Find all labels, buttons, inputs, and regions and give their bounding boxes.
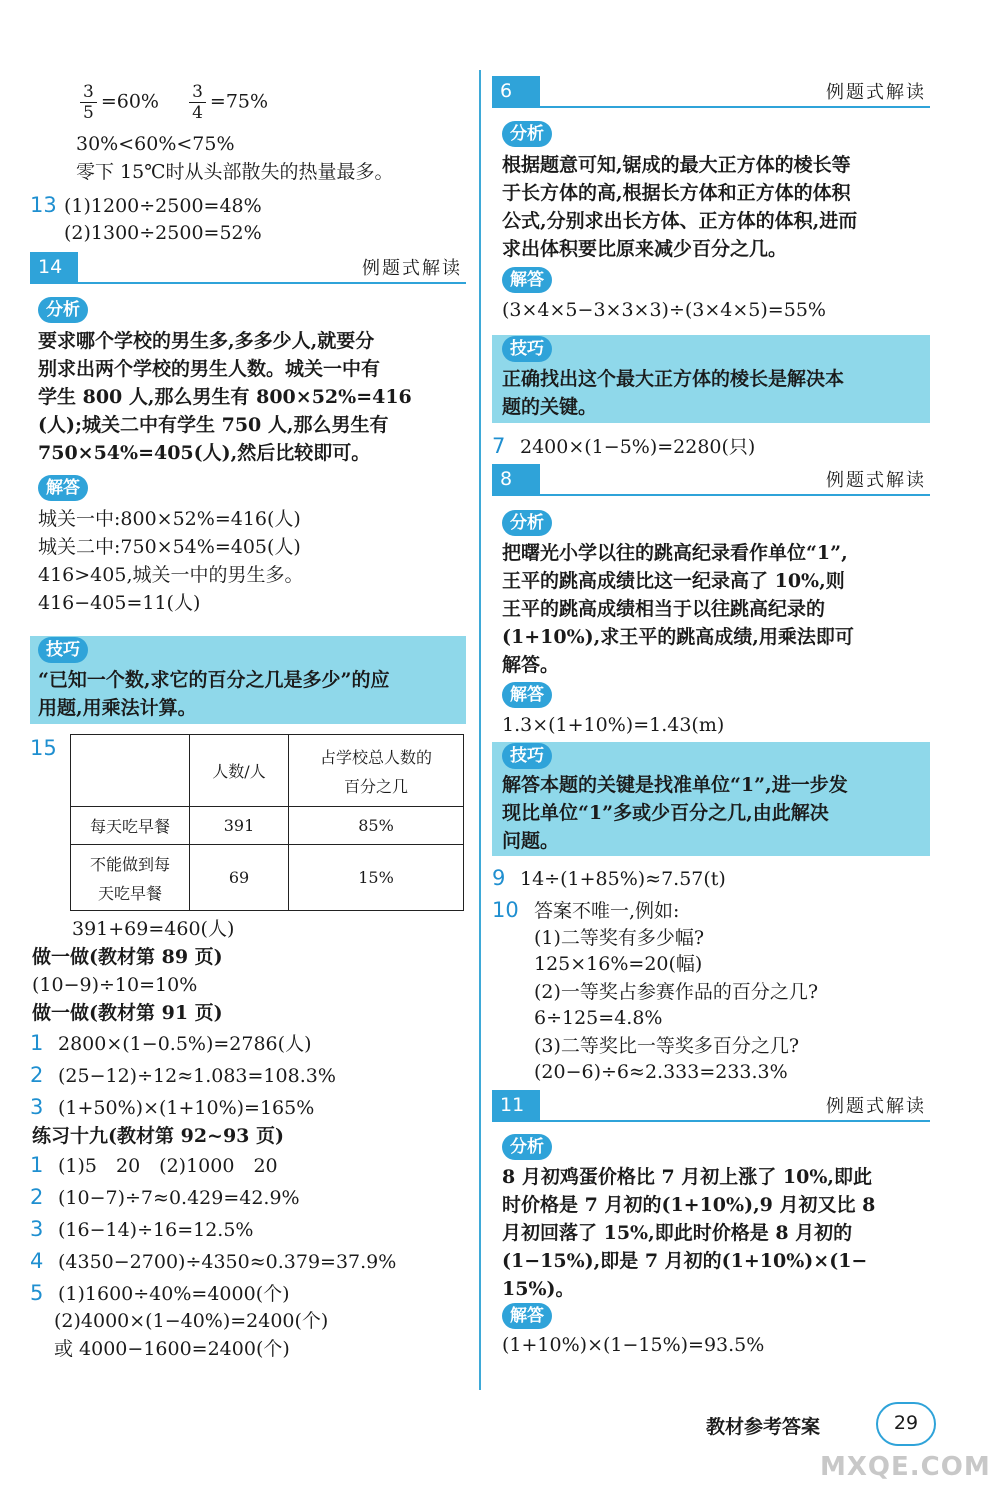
list-item: 1 2800×(1−0.5%)=2786(人)	[30, 1031, 312, 1055]
tip-6-line-1: 正确找出这个最大正方体的棱长是解决本	[502, 368, 845, 390]
answer-6: (3×4×5−3×3×3)÷(3×4×5)=55%	[502, 299, 826, 321]
q13-line-a: 13 (1)1200÷2500=48%	[30, 193, 262, 217]
heading-page-91: 做一做(教材第 91 页)	[32, 1002, 223, 1024]
section-title: 例题式解读	[362, 258, 462, 279]
column-divider	[479, 70, 481, 1390]
tag-answer: 解答	[502, 1303, 552, 1329]
answer-8: 1.3×(1+10%)=1.43(m)	[502, 714, 725, 736]
analysis-8-line-2: 王平的跳高成绩比这一纪录高了 10%,则	[502, 570, 845, 592]
answer-14-line-1: 城关一中:800×52%=416(人)	[38, 508, 301, 530]
fraction-line: $\frac{3}{5}$ =60% $\frac{3}{4}$ =75%	[76, 82, 268, 123]
answer-page-89: (10−9)÷10=10%	[32, 974, 198, 996]
conclusion-line: 零下 15℃时从头部散失的热量最多。	[76, 161, 394, 183]
tag-analysis: 分析	[502, 121, 552, 147]
q10-line-2: (1)二等奖有多少幅?	[534, 927, 705, 949]
tip-8-line-2: 现比单位“1”多或少百分之几,由此解决	[502, 802, 829, 824]
tag-tip: 技巧	[502, 743, 552, 769]
analysis-11-line-5: 15%)。	[502, 1278, 575, 1300]
analysis-8-line-4: (1+10%),求王平的跳高成绩,用乘法即可	[502, 626, 854, 648]
heading-page-89: 做一做(教材第 89 页)	[32, 946, 223, 968]
heading-page-92-93: 练习十九(教材第 92~93 页)	[32, 1125, 285, 1147]
table-cell: 391	[190, 807, 289, 845]
analysis-8-line-3: 王平的跳高成绩相当于以往跳高纪录的	[502, 598, 826, 620]
comparison-line: 30%<60%<75%	[76, 133, 235, 155]
analysis-8-line-1: 把曙光小学以往的跳高纪录看作单位“1”,	[502, 542, 848, 564]
tip-8-line-3: 问题。	[502, 830, 560, 852]
q10-line-7: (20−6)÷6≈2.333=233.3%	[534, 1061, 788, 1083]
analysis-11-line-3: 月初回落了 15%,即此时价格是 8 月初的	[502, 1222, 853, 1244]
tip-14-line-1: “已知一个数,求它的百分之几是多少”的应	[38, 669, 390, 691]
table-row	[71, 845, 464, 911]
q7-line: 7 2400×(1−5%)=2280(只)	[492, 434, 756, 458]
section-title: 例题式解读	[826, 82, 926, 103]
section-title: 例题式解读	[826, 1096, 926, 1117]
q10-line-3: 125×16%=20(幅)	[534, 953, 703, 975]
section-header-8	[492, 464, 930, 496]
list-item: 1 (1)5 20 (2)1000 20	[30, 1153, 278, 1177]
analysis-6-line-1: 根据题意可知,锯成的最大正方体的棱长等	[502, 154, 851, 176]
page-number: 29	[876, 1402, 936, 1446]
table-row	[71, 735, 464, 807]
q13-line-b: (2)1300÷2500=52%	[64, 222, 262, 244]
section-header-6	[492, 76, 930, 108]
table-cell: 69	[190, 845, 289, 911]
section-badge: 11	[492, 1090, 540, 1120]
analysis-8-line-5: 解答。	[502, 654, 560, 676]
tag-tip: 技巧	[502, 336, 552, 362]
tag-analysis: 分析	[502, 1134, 552, 1160]
tag-answer: 解答	[502, 682, 552, 708]
answer-14-line-4: 416−405=11(人)	[38, 592, 201, 614]
table-row	[71, 807, 464, 845]
section-badge: 8	[492, 464, 540, 494]
analysis-14-line-1: 要求哪个学校的男生多,多多少人,就要分	[38, 330, 375, 352]
tag-answer: 解答	[502, 267, 552, 293]
tag-answer: 解答	[38, 475, 88, 501]
table-cell: 不能做到每 天吃早餐	[71, 845, 190, 911]
analysis-11-line-2: 时价格是 7 月初的(1+10%),9 月初又比 8	[502, 1194, 876, 1216]
q5-alternative: 或 4000−1600=2400(个)	[54, 1338, 290, 1360]
table-header-count: 人数/人	[190, 735, 289, 807]
analysis-6-line-2: 于长方体的高,根据长方体和正方体的体积	[502, 182, 851, 204]
tip-14-line-2: 用题,用乘法计算。	[38, 697, 197, 719]
answer-14-line-2: 城关二中:750×54%=405(人)	[38, 536, 301, 558]
tip-6-line-2: 题的关键。	[502, 396, 598, 418]
analysis-11-line-4: (1−15%),即是 7 月初的(1+10%)×(1−	[502, 1250, 868, 1272]
table-cell: 15%	[289, 845, 464, 911]
analysis-11-line-1: 8 月初鸡蛋价格比 7 月初上涨了 10%,即此	[502, 1166, 873, 1188]
table-cell: 每天吃早餐	[71, 807, 190, 845]
tag-tip: 技巧	[38, 637, 88, 663]
table-cell: 85%	[289, 807, 464, 845]
fraction-3-5: $\frac{3}{5}$	[80, 82, 97, 123]
tag-analysis: 分析	[38, 297, 88, 323]
analysis-14-line-3: 学生 800 人,那么男生有 800×52%=416	[38, 386, 412, 408]
table-header-percent: 占学校总人数的 百分之几	[289, 735, 464, 807]
analysis-14-line-2: 别求出两个学校的男生人数。城关一中有	[38, 358, 381, 380]
watermark: MXQE.COM	[820, 1452, 991, 1482]
section-title: 例题式解读	[826, 470, 926, 491]
fraction-3-4: $\frac{3}{4}$	[189, 82, 206, 123]
tag-analysis: 分析	[502, 510, 552, 536]
q10-line-4: (2)一等奖占参赛作品的百分之几?	[534, 981, 819, 1003]
q15-sum: 391+69=460(人)	[72, 918, 235, 940]
list-item: 4 (4350−2700)÷4350≈0.379=37.9%	[30, 1249, 397, 1273]
analysis-14-line-5: 750×54%=405(人),然后比较即可。	[38, 442, 371, 464]
q15-number: 15	[30, 736, 57, 760]
q10-line-1: 10 答案不唯一,例如:	[492, 898, 680, 922]
list-item: 2 (25−12)÷12≈1.083=108.3%	[30, 1063, 336, 1087]
list-item: 3 (1+50%)×(1+10%)=165%	[30, 1095, 315, 1119]
analysis-6-line-4: 求出体积要比原来减少百分之几。	[502, 238, 788, 260]
analysis-6-line-3: 公式,分别求出长方体、正方体的体积,进而	[502, 210, 858, 232]
q10-line-5: 6÷125=4.8%	[534, 1007, 663, 1029]
q5-part-2: (2)4000×(1−40%)=2400(个)	[54, 1310, 329, 1332]
list-item: 5 (1)1600÷40%=4000(个)	[30, 1281, 290, 1305]
analysis-14-line-4: (人);城关二中有学生 750 人,那么男生有	[38, 414, 389, 436]
section-badge: 6	[492, 76, 540, 106]
section-header-14	[30, 252, 466, 284]
section-badge: 14	[30, 252, 78, 282]
answer-14-line-3: 416>405,城关一中的男生多。	[38, 564, 304, 586]
list-item: 3 (16−14)÷16=12.5%	[30, 1217, 254, 1241]
list-item: 2 (10−7)÷7≈0.429=42.9%	[30, 1185, 300, 1209]
q9-line: 9 14÷(1+85%)≈7.57(t)	[492, 866, 726, 890]
answer-11: (1+10%)×(1−15%)=93.5%	[502, 1334, 765, 1356]
breakfast-table	[70, 734, 464, 911]
section-header-11	[492, 1090, 930, 1122]
q10-line-6: (3)二等奖比一等奖多百分之几?	[534, 1035, 800, 1057]
footer-title: 教材参考答案	[706, 1416, 821, 1438]
tip-8-line-1: 解答本题的关键是找准单位“1”,进一步发	[502, 774, 848, 796]
